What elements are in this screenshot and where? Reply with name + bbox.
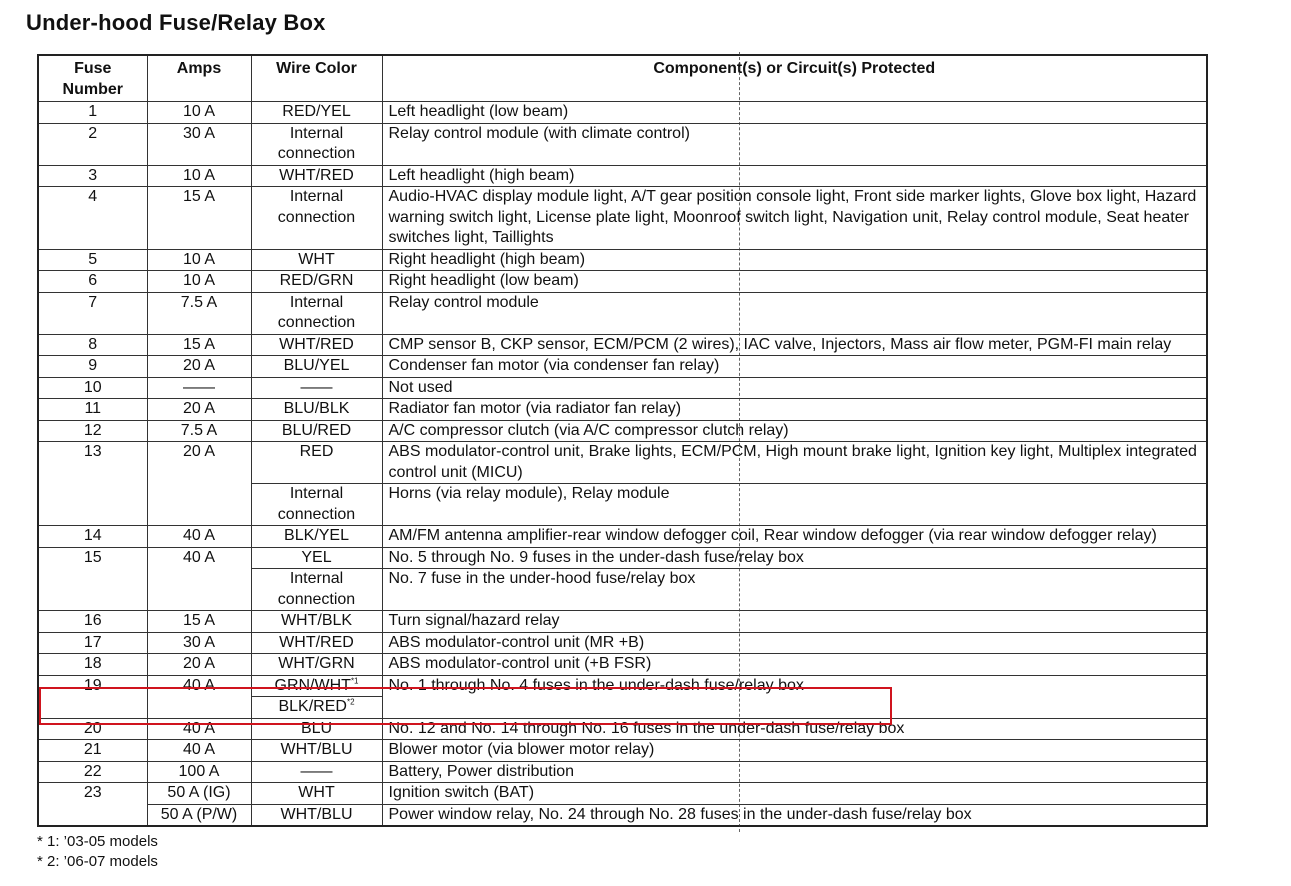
fuse-number: 6 — [38, 271, 147, 293]
component: Power window relay, No. 24 through No. 28 fuses in the under-dash fuse/relay box — [382, 804, 1207, 826]
wire-color: Internal connection — [251, 123, 382, 165]
fuse-number: 8 — [38, 334, 147, 356]
fuse-number: 18 — [38, 654, 147, 676]
fuse-number: 22 — [38, 761, 147, 783]
highlight-box — [39, 687, 892, 725]
amps: 40 A — [147, 526, 251, 548]
table-row — [38, 102, 1207, 124]
component: No. 7 fuse in the under-hood fuse/relay box — [382, 569, 1207, 611]
table-row — [38, 611, 1207, 633]
table-row — [38, 377, 1207, 399]
table-row — [38, 420, 1207, 442]
component: Left headlight (high beam) — [382, 165, 1207, 187]
wire-color: WHT/BLU — [251, 804, 382, 826]
wire-color: RED/YEL — [251, 102, 382, 124]
wire-color: WHT/RED — [251, 632, 382, 654]
fuse-number: 5 — [38, 249, 147, 271]
component: Condenser fan motor (via condenser fan relay) — [382, 356, 1207, 378]
amps: 40 A — [147, 718, 251, 740]
table-row — [38, 526, 1207, 548]
fuse-number: 14 — [38, 526, 147, 548]
amps: 10 A — [147, 271, 251, 293]
table-row — [38, 292, 1207, 334]
fuse-number: 13 — [38, 442, 147, 526]
amps: 20 A — [147, 654, 251, 676]
amps: 20 A — [147, 399, 251, 421]
wire-color: RED — [251, 442, 382, 484]
table-row — [38, 271, 1207, 293]
wire-color: BLU — [251, 718, 382, 740]
component: ABS modulator-control unit (+B FSR) — [382, 654, 1207, 676]
fuse-number: 17 — [38, 632, 147, 654]
component: AM/FM antenna amplifier-rear window defogger coil, Rear window defogger (via rear window defogger relay) — [382, 526, 1207, 548]
wire-color: BLU/YEL — [251, 356, 382, 378]
wire-color: BLK/YEL — [251, 526, 382, 548]
component: No. 1 through No. 4 fuses in the under-dash fuse/relay box — [382, 675, 1207, 718]
table-row — [38, 334, 1207, 356]
footnote-2: * 2: ’06-07 models — [37, 853, 158, 870]
table-row — [38, 654, 1207, 676]
component: ABS modulator-control unit, Brake lights, ECM/PCM, High mount brake light, Ignition key light, Multiplex integrated control unit (MICU) — [382, 442, 1207, 484]
footnote-marker: *1 — [350, 676, 359, 686]
amps: 40 A — [147, 675, 251, 718]
component: No. 5 through No. 9 fuses in the under-dash fuse/relay box — [382, 547, 1207, 569]
amps: 100 A — [147, 761, 251, 783]
wire-color: WHT/GRN — [251, 654, 382, 676]
table-row — [38, 632, 1207, 654]
wire-color: WHT — [251, 249, 382, 271]
page-title: Under-hood Fuse/Relay Box — [26, 10, 326, 35]
header-wire-color: Wire Color — [251, 55, 382, 102]
header-component: Component(s) or Circuit(s) Protected — [382, 55, 1207, 102]
footnotes — [37, 832, 158, 872]
table-row — [38, 123, 1207, 165]
wire-color: RED/GRN — [251, 271, 382, 293]
fuse-number: 21 — [38, 740, 147, 762]
component: Turn signal/hazard relay — [382, 611, 1207, 633]
fuse-number: 3 — [38, 165, 147, 187]
fuse-number: 2 — [38, 123, 147, 165]
table-row — [38, 804, 1207, 826]
wire-color: Internal connection — [251, 187, 382, 250]
component: Battery, Power distribution — [382, 761, 1207, 783]
component: A/C compressor clutch (via A/C compressor clutch relay) — [382, 420, 1207, 442]
fuse-number: 1 — [38, 102, 147, 124]
amps: 40 A — [147, 547, 251, 611]
wire-color-text: GRN/WHT — [274, 676, 351, 694]
component: Ignition switch (BAT) — [382, 783, 1207, 805]
header-fuse-number: Fuse Number — [38, 55, 147, 102]
fuse-number: 12 — [38, 420, 147, 442]
amps: 15 A — [147, 187, 251, 250]
table-row — [38, 783, 1207, 805]
table-row — [38, 165, 1207, 187]
wire-color: WHT/RED — [251, 165, 382, 187]
amps: 30 A — [147, 123, 251, 165]
amps: 7.5 A — [147, 292, 251, 334]
wire-color: WHT — [251, 783, 382, 805]
fuse-number: 4 — [38, 187, 147, 250]
wire-color: YEL — [251, 547, 382, 569]
amps: 10 A — [147, 102, 251, 124]
wire-color: BLU/RED — [251, 420, 382, 442]
component: Audio-HVAC display module light, A/T gear position console light, Front side marker lights, Glove box light, Hazard warning switch light, License plate light, Moonroof switch light, Navigation unit, Relay control module, Seat heater switches light, Taillights — [382, 187, 1207, 250]
amps: 15 A — [147, 334, 251, 356]
component: Horns (via relay module), Relay module — [382, 484, 1207, 526]
footnote-marker: *2 — [346, 697, 355, 707]
fuse-number: 11 — [38, 399, 147, 421]
table-row — [38, 249, 1207, 271]
amps: 30 A — [147, 632, 251, 654]
fuse-number: 16 — [38, 611, 147, 633]
component: Relay control module — [382, 292, 1207, 334]
amps: 40 A — [147, 740, 251, 762]
wire-color: BLU/BLK — [251, 399, 382, 421]
component: Relay control module (with climate control) — [382, 123, 1207, 165]
component: ABS modulator-control unit (MR +B) — [382, 632, 1207, 654]
wire-color: WHT/RED — [251, 334, 382, 356]
wire-color: WHT/BLK — [251, 611, 382, 633]
fuse-number: 15 — [38, 547, 147, 611]
wire-color: Internal connection — [251, 569, 382, 611]
fuse-number: 23 — [38, 783, 147, 827]
wire-color: —— — [251, 761, 382, 783]
wire-color: Internal connection — [251, 484, 382, 526]
table-header-row — [38, 55, 1207, 102]
table-row — [38, 442, 1207, 484]
table-row — [38, 547, 1207, 569]
component: Blower motor (via blower motor relay) — [382, 740, 1207, 762]
wire-color: Internal connection — [251, 292, 382, 334]
component: Right headlight (low beam) — [382, 271, 1207, 293]
table-row — [38, 761, 1207, 783]
component: No. 12 and No. 14 through No. 16 fuses in the under-dash fuse/relay box — [382, 718, 1207, 740]
component: Left headlight (low beam) — [382, 102, 1207, 124]
amps: 10 A — [147, 249, 251, 271]
fuse-number: 9 — [38, 356, 147, 378]
amps: 50 A (P/W) — [147, 804, 251, 826]
table-row — [38, 356, 1207, 378]
amps: 20 A — [147, 356, 251, 378]
component: Radiator fan motor (via radiator fan relay) — [382, 399, 1207, 421]
fuse-number: 7 — [38, 292, 147, 334]
table-row — [38, 399, 1207, 421]
header-amps: Amps — [147, 55, 251, 102]
amps: 50 A (IG) — [147, 783, 251, 805]
component: CMP sensor B, CKP sensor, ECM/PCM (2 wires), IAC valve, Injectors, Mass air flow meter, PGM-FI main relay — [382, 334, 1207, 356]
fuse-number: 20 — [38, 718, 147, 740]
component: Not used — [382, 377, 1207, 399]
table-row — [38, 187, 1207, 250]
amps: 15 A — [147, 611, 251, 633]
component: Right headlight (high beam) — [382, 249, 1207, 271]
fuse-number: 19 — [38, 675, 147, 718]
wire-color-text: BLK/RED — [278, 698, 347, 715]
table-row — [38, 740, 1207, 762]
fuse-number: 10 — [38, 377, 147, 399]
amps: —— — [147, 377, 251, 399]
wire-color: WHT/BLU — [251, 740, 382, 762]
amps: 20 A — [147, 442, 251, 526]
footnote-1: * 1: ’03-05 models — [37, 833, 158, 850]
amps: 10 A — [147, 165, 251, 187]
wire-color: —— — [251, 377, 382, 399]
amps: 7.5 A — [147, 420, 251, 442]
